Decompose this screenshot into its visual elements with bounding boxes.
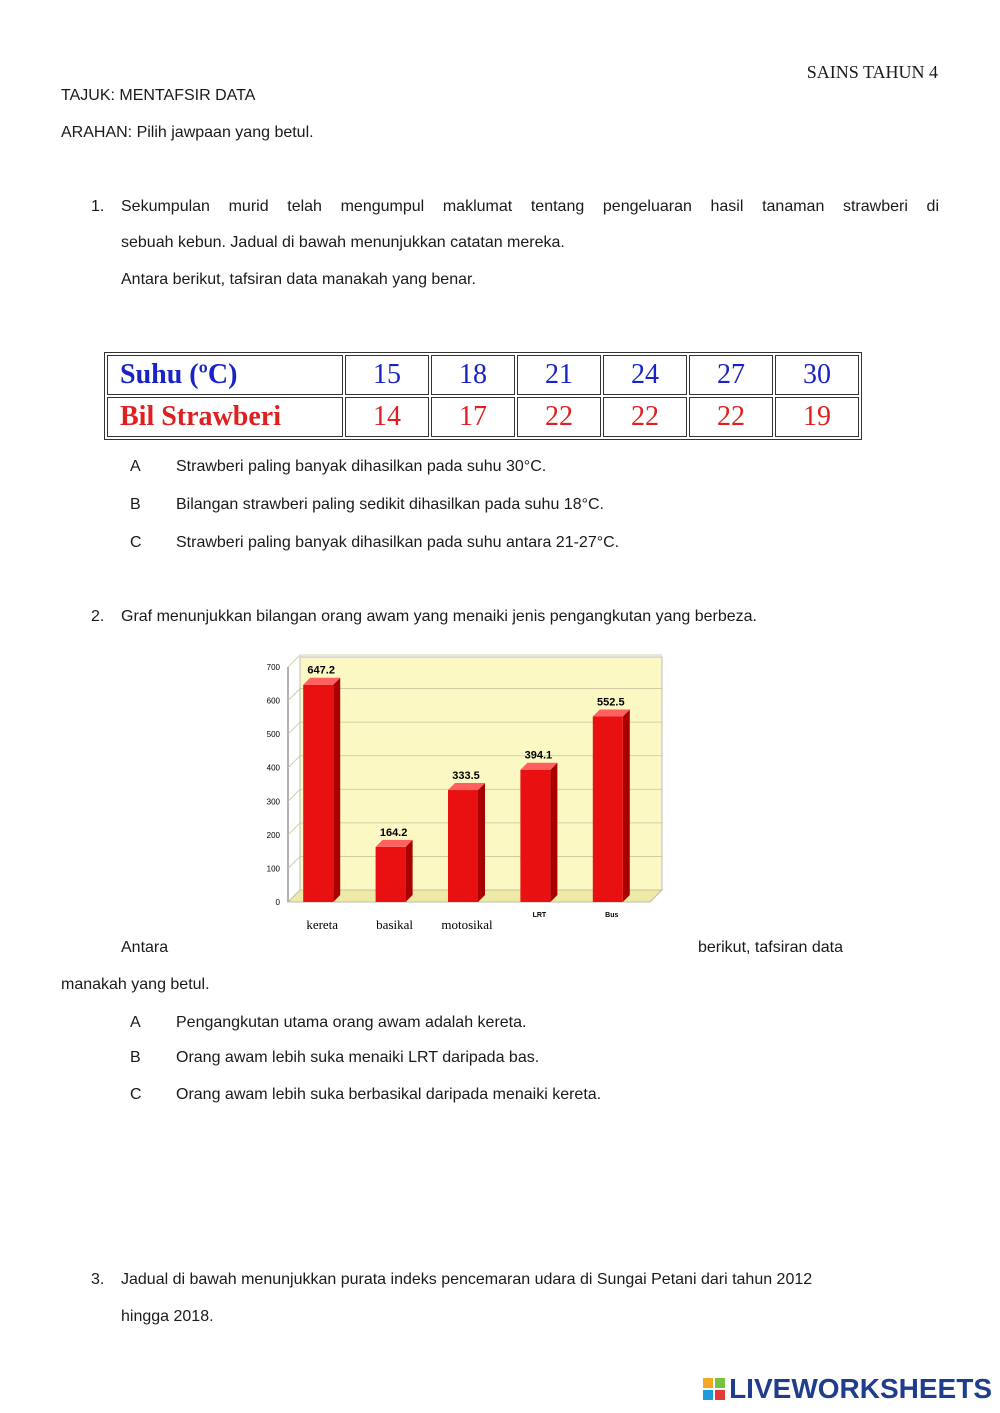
- option-letter: C: [130, 1086, 142, 1103]
- table-cell: 24: [603, 355, 687, 395]
- value-label: 164.2: [379, 826, 408, 839]
- question-2-number: 2.: [91, 608, 105, 625]
- bar-kereta: [303, 678, 340, 902]
- y-tick-label: 300: [266, 797, 280, 807]
- x-tick-label: motosikal: [441, 917, 493, 932]
- bar-bus: [593, 710, 630, 902]
- table-cell: 17: [431, 397, 515, 437]
- option-text: Strawberi paling banyak dihasilkan pada suhu antara 21-27°C.: [176, 534, 620, 551]
- bar-front: [520, 770, 550, 902]
- header-subject: SAINS TAHUN 4: [806, 62, 938, 82]
- bar-front: [303, 685, 333, 902]
- option-text: Strawberi paling banyak dihasilkan pada suhu 30°C.: [176, 458, 547, 475]
- logo-icon: [703, 1378, 725, 1400]
- y-tick-label: 700: [266, 663, 280, 672]
- x-tick-label: Bus: [605, 912, 619, 919]
- option-text: Pengangkutan utama orang awam adalah kereta.: [176, 1014, 527, 1031]
- y-tick-labels: [267, 663, 281, 907]
- table-cell: 27: [689, 355, 773, 395]
- question-text: sebuah kebun. Jadual di bawah menunjukkan catatan mereka.: [121, 234, 565, 251]
- x-tick-label: basikal: [376, 917, 414, 932]
- table-cell: 30: [775, 355, 859, 395]
- y-tick-label: 0: [275, 898, 280, 907]
- question-text: manakah yang betul.: [61, 976, 210, 993]
- bar-side: [333, 678, 340, 902]
- bar-front: [448, 790, 478, 902]
- question-text: Sekumpulan murid telah mengumpul maklumat tentang pengeluaran hasil tanaman strawberi di: [121, 198, 939, 215]
- question-3-text: hingga 2018.: [121, 1308, 214, 1325]
- table-row: [107, 355, 859, 395]
- bar-side: [623, 710, 630, 902]
- logo-text: LIVEWORKSHEETS: [729, 1373, 992, 1404]
- table-row: [107, 397, 859, 437]
- option-text: Bilangan strawberi paling sedikit dihasilkan pada suhu 18°C.: [176, 496, 604, 513]
- table-cell: 14: [345, 397, 429, 437]
- table-cell: 22: [517, 397, 601, 437]
- value-label: 552.5: [597, 696, 625, 709]
- table-row-label: Bil Strawberi: [107, 397, 343, 437]
- option-letter: C: [130, 534, 142, 551]
- bar-front: [376, 847, 406, 902]
- option-letter: A: [130, 458, 141, 475]
- instruction: ARAHAN: Pilih jawpaan yang betul.: [61, 124, 314, 141]
- y-tick-label: 600: [266, 696, 280, 706]
- x-tick-labels: [306, 912, 618, 932]
- value-label: 333.5: [452, 770, 480, 783]
- question-2-text: Graf menunjukkan bilangan orang awam yang menaiki jenis pengangkutan yang berbeza.: [121, 608, 757, 625]
- y-tick-label: 200: [266, 830, 280, 840]
- table-cell: 15: [345, 355, 429, 395]
- option-letter: A: [130, 1014, 141, 1031]
- y-tick-label: 400: [266, 763, 280, 773]
- option-text: Orang awam lebih suka berbasikal daripada menaiki kereta.: [176, 1086, 602, 1103]
- y-tick-label: 500: [266, 730, 280, 740]
- option-text: Orang awam lebih suka menaiki LRT daripada bas.: [176, 1049, 540, 1066]
- table-row-label: Suhu (ºC): [107, 355, 343, 395]
- question-3-text: Jadual di bawah menunjukkan purata indeks pencemaran udara di Sungai Petani dari tahun 2012: [121, 1271, 813, 1288]
- bar-front: [593, 717, 623, 902]
- value-label: 647.2: [307, 664, 335, 677]
- question-3-number: 3.: [91, 1271, 105, 1288]
- transport-bar-chart: [250, 645, 670, 940]
- question-number: 1.: [91, 198, 105, 215]
- y-tick-label: 100: [266, 864, 280, 874]
- table-cell: 21: [517, 355, 601, 395]
- bar-lrt: [520, 763, 557, 902]
- x-tick-label: kereta: [306, 917, 339, 932]
- bar-side: [406, 840, 413, 902]
- liveworksheets-logo[interactable]: [703, 1373, 992, 1405]
- table-cell: 19: [775, 397, 859, 437]
- x-tick-label: LRT: [532, 912, 547, 919]
- page-title: TAJUK: MENTAFSIR DATA: [61, 87, 256, 104]
- table-cell: 22: [603, 397, 687, 437]
- strawberry-table: [104, 352, 862, 440]
- question-text: Antara: [121, 939, 169, 956]
- option-letter: B: [130, 1049, 141, 1066]
- table-cell: 18: [431, 355, 515, 395]
- table-cell: 22: [689, 397, 773, 437]
- bar-side: [478, 783, 485, 902]
- value-label: 394.1: [524, 749, 553, 762]
- bar-basikal: [376, 840, 413, 902]
- question-text: Antara berikut, tafsiran data manakah yang benar.: [121, 271, 476, 288]
- bar-motosikal: [448, 783, 485, 902]
- option-letter: B: [130, 496, 141, 513]
- question-1: [91, 198, 939, 222]
- question-text: berikut, tafsiran data: [698, 939, 843, 956]
- bar-side: [550, 763, 557, 902]
